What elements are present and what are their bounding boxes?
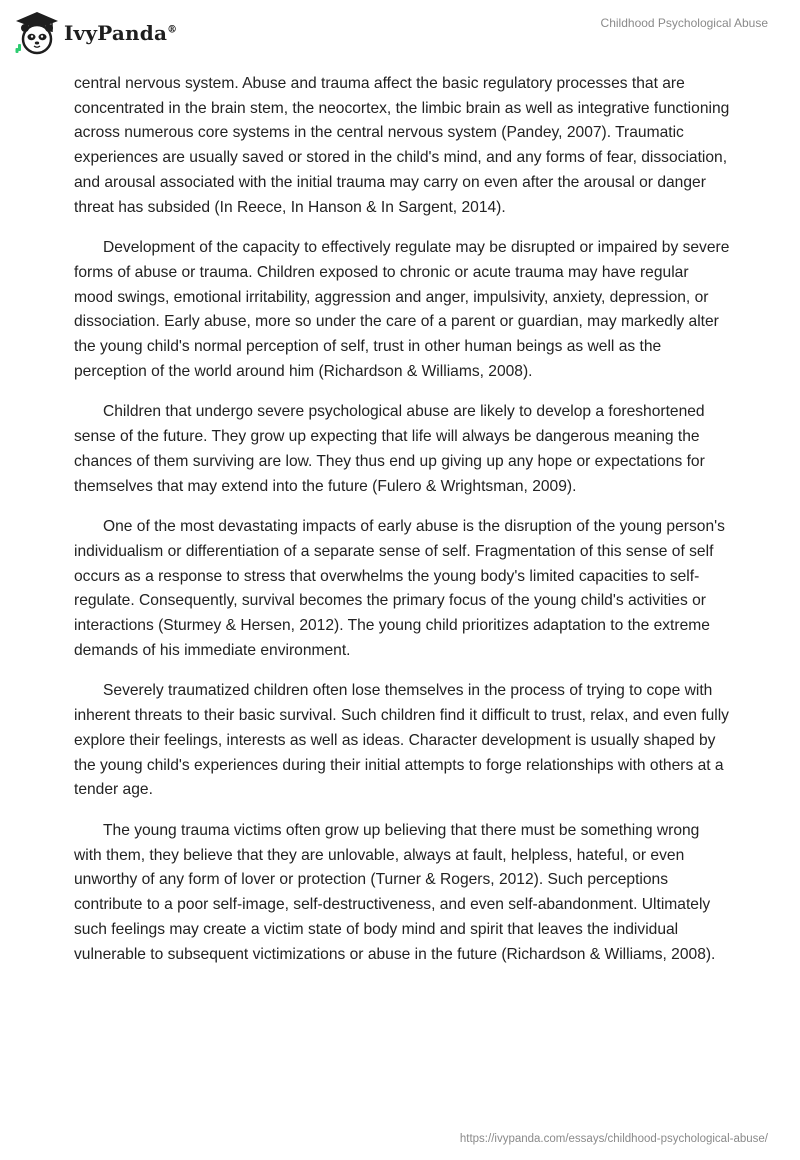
paragraph-1: central nervous system. Abuse and trauma affect the basic regulatory processes that are concentrated in the brain stem, the neocortex, the limbic brain as well as integrative functioning across numerous core systems in the central nervous system (Pandey, 2007). Traumatic experiences are usually saved or stored in the child's mind, and any forms of fear, dissociation, and arousal associated with the initial trauma may carry on even after the arousal or danger threat has subsided (In Reece, In Hanson & In Sargent, 2014). — [74, 75, 730, 216]
paragraph-5: Severely traumatized children often lose themselves in the process of trying to cope with inherent threats to their basic survival. Such children find it difficult to trust, relax, and even fully explore their feelings, interests as well as ideas. Character development is usually shaped by the young child's experiences during their initial attempts to forge relationships with others at a tender age. — [74, 682, 729, 799]
paragraph-2: Development of the capacity to effectively regulate may be disrupted or impaired by severe forms of abuse or trauma. Children exposed to chronic or acute trauma may have regular mood swings, emotional irritability, aggression and anger, impulsivity, anxiety, depression, or dissociation. Early abuse, more so under the care of a parent or guardian, may markedly alter the young child's normal perception of self, trust in other human beings as well as the perception of the world around him (Richardson & Williams, 2008). — [74, 239, 730, 380]
essay-body — [74, 72, 730, 983]
brand-name: IvyPanda® — [64, 21, 178, 45]
paragraph-4: One of the most devastating impacts of early abuse is the disruption of the young person's individualism or differentiation of a separate sense of self. Fragmentation of this sense of self occurs as a response to stress that overwhelms the young body's limited capacities to self-regulate. Consequently, survival becomes the primary focus of the young child's activities or interactions (Sturmey & Hersen, 2012). The young child prioritizes adaptation to the extreme demands of his immediate environment. — [74, 518, 725, 659]
document-title: Childhood Psychological Abuse — [600, 16, 768, 30]
page-header — [0, 0, 800, 70]
paragraph-3: Children that undergo severe psychological abuse are likely to develop a foreshortened sense of the future. They grow up expecting that life will always be dangerous meaning the chances of them surviving are low. They thus end up giving up any hope or expectations for themselves that may extend into the future (Fulero & Wrightsman, 2009). — [74, 403, 705, 495]
registered-mark: ® — [167, 24, 178, 36]
ivypanda-logo[interactable] — [14, 10, 177, 56]
panda-graduate-icon — [14, 10, 60, 56]
footer-url[interactable]: https://ivypanda.com/essays/childhood-psychological-abuse/ — [459, 1133, 768, 1145]
paragraph-6: The young trauma victims often grow up believing that there must be something wrong with them, they believe that they are unlovable, always at fault, helpless, hateful, or even unworthy of any form of lover or protection (Turner & Rogers, 2012). Such perceptions contribute to a poor self-image, self-destructiveness, and even self-abandonment. Ultimately such feelings may create a victim state of body mind and spirit that leaves the individual vulnerable to subsequent victimizations or abuse in the future (Richardson & Williams, 2008). — [74, 821, 716, 963]
